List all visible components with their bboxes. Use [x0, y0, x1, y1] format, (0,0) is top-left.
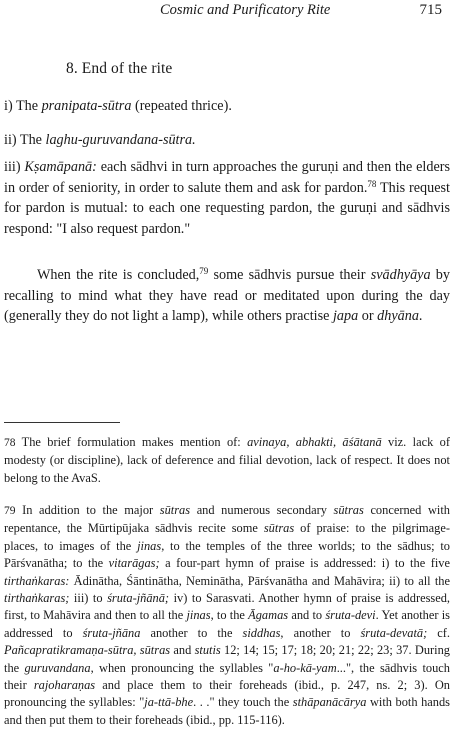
footnote-term: śruta-jñānā; — [107, 591, 170, 606]
footnote-79 — [4, 502, 450, 729]
item-iii-text: each sādhvi in turn approaches the guruṇi and then the elders in order of seniority, in order to salute them and ask for pardon. — [4, 159, 450, 196]
footnote-text: ...", the sādhvis touch their — [4, 660, 450, 693]
footnote-term: sūtras — [263, 521, 295, 536]
footnote-term: jinas — [186, 608, 211, 623]
footnote-text: . . ." they touch the — [193, 695, 293, 710]
footnote-term: ja-ttā-bhe — [144, 695, 194, 710]
footnote-term: sthāpanācārya — [292, 695, 367, 710]
footnote-number: 79 — [4, 505, 16, 517]
footnote-term: sūtras — [159, 503, 191, 517]
footnote-text: iv) to Sarasvati. Another hymn of praise is addressed, first, to Mahāvira and then to all the — [4, 591, 451, 623]
paragraph-text: or — [358, 308, 378, 324]
paragraph-term: svādhyāya — [370, 267, 431, 283]
footnote-text: , to the — [210, 608, 249, 623]
list-item-iii — [4, 157, 450, 239]
footnote-text: , when pronouncing the syllables " — [90, 660, 274, 675]
page-number: 715 — [419, 2, 442, 18]
footnote-ref-78: 78 — [367, 178, 377, 189]
footnote-text: Ādinātha, Śāntinātha, Neminātha, Pārśvanātha and Mahāvira; ii) to all the — [69, 573, 450, 588]
paragraph-term: japa — [332, 308, 359, 324]
item-i-term: pranipata-sūtra — [41, 98, 132, 114]
footnote-term: guruvandana — [24, 660, 91, 675]
footnote-text: , to the temples of the three worlds; to the sādhus; to Pārśvanātha; to the — [4, 538, 450, 571]
footnote-term: Pañcapratikramaṇa-sūtra, sūtras — [4, 643, 171, 658]
footnote-number: 78 — [4, 437, 16, 449]
footnote-term: tirthaṅkaras; — [4, 591, 70, 606]
footnote-text: The brief formulation makes mention of: — [15, 435, 248, 449]
footnote-term: śruta-devi — [325, 608, 376, 623]
footnote-term: śruta-jñāna — [82, 625, 141, 640]
item-ii-prefix: ii) The — [4, 132, 46, 148]
footnote-term: siddhas — [242, 625, 281, 640]
paragraph-text: . — [418, 308, 423, 324]
footnote-78 — [4, 434, 450, 487]
footnote-text: 12; 14; 15; 17; 18; 20; 21; 22; 23; 37. During the — [4, 643, 450, 675]
footnote-text: concerned with repentance, the Mūrtipūjaka sādhvis recite some — [4, 503, 450, 536]
item-iii-term: Kṣamāpanā: — [24, 159, 97, 175]
footnote-term: Āgamas — [248, 608, 289, 623]
page-header — [10, 2, 448, 22]
footnote-text: and numerous secondary — [190, 503, 334, 517]
footnote-text: and — [170, 643, 195, 658]
footnote-text: of praise: to the pilgrimage-places, to images of the — [4, 521, 450, 553]
running-head: Cosmic and Purificatory Rite — [160, 2, 331, 18]
item-i-prefix: i) The — [4, 98, 42, 114]
footnote-text: a four-part hymn of praise is addressed: i) to the five — [159, 556, 450, 571]
item-iii-text-continued: This request for pardon is mutual: to each one requesting pardon, the guruṇi and sādhvis respond: "I also request pardon." — [4, 179, 450, 237]
footnote-text: . Yet another is addressed to — [4, 608, 451, 640]
footnote-text: cf. — [427, 625, 450, 640]
footnote-term: a-ho-kā-yam — [273, 660, 337, 675]
footnote-text: and place them to their foreheads (ibid., p. 247, ns. 2; 3). On pronouncing the syllables: " — [4, 678, 450, 710]
paragraph-term: dhyāna — [377, 308, 419, 324]
footnote-divider — [4, 422, 120, 423]
item-ii-term: laghu-guruvandana-sūtra. — [45, 132, 196, 148]
footnote-text: and to — [288, 608, 326, 623]
footnote-term: śruta-devatā; — [360, 625, 428, 640]
list-item-i — [4, 96, 450, 117]
footnote-text: another to the — [140, 625, 243, 640]
footnote-term: jinas — [137, 538, 162, 553]
footnote-text: with both hands and then put them to their foreheads (ibid., pp. 115-116). — [4, 695, 450, 727]
footnote-term: vitarāgas; — [108, 556, 160, 571]
item-iii-prefix: iii) — [4, 159, 25, 175]
paragraph-text: by recalling to mind what they have read or meditated upon during the day (generally they do not light a lamp), while others practise — [4, 267, 450, 324]
footnote-text: In addition to the major — [15, 503, 160, 517]
footnote-term: sūtras — [333, 503, 364, 517]
item-i-suffix: (repeated thrice). — [131, 98, 232, 114]
footnote-term: stutis — [194, 643, 221, 658]
list-item-ii — [4, 130, 450, 151]
body-paragraph — [4, 265, 450, 327]
paragraph-text: When the rite is concluded, — [37, 267, 200, 283]
footnote-text: , another to — [280, 625, 361, 640]
footnote-ref-79: 79 — [199, 266, 209, 276]
footnote-text: viz. lack of modesty (or discipline), lack of deference and filial devotion, lack of respect. It does not belong to the AvaS. — [4, 435, 450, 485]
footnote-term: rajoharaṇas — [33, 678, 96, 693]
section-title: 8. End of the rite — [66, 60, 173, 77]
footnote-term: tirthaṅkaras: — [4, 573, 70, 588]
footnote-text: iii) to — [69, 591, 108, 606]
paragraph-text: some sādhvis pursue their — [208, 267, 371, 283]
footnote-term: avinaya, abhakti, āśātanā — [247, 435, 382, 449]
